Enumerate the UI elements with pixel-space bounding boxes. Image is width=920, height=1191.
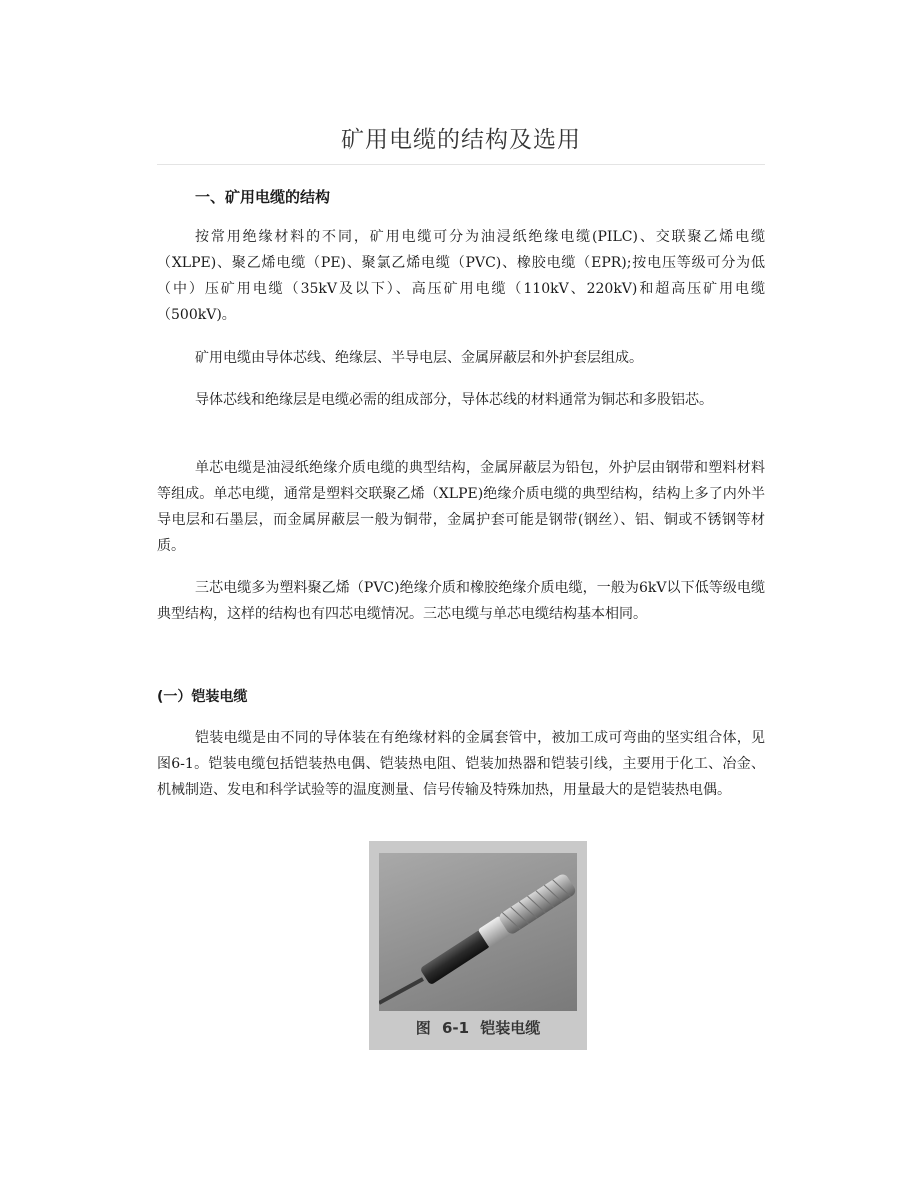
paragraph-armored-cable: 铠装电缆是由不同的导体装在有绝缘材料的金属套管中，被加工成可弯曲的坚实组合体，见图6-1。铠装电缆包括铠装热电偶、铠装热电阻、铠装加热器和铠装引线，主要用于化工、冶金、机械制造、发电和科学试验等的温度测量、信号传输及特殊加热，用量最大的是铠装热电偶。 <box>157 730 765 798</box>
cable-photo <box>379 853 577 1011</box>
page-title: 矿用电缆的结构及选用 <box>341 127 581 153</box>
section-heading: 一、矿用电缆的结构 <box>195 188 331 206</box>
cable-illustration <box>379 853 577 1011</box>
subsection-heading: (一）铠装电缆 <box>157 689 248 705</box>
paragraph-three-core: 三芯电缆多为塑料聚乙烯（PVC)绝缘介质和橡胶绝缘介质电缆，一般为6kV以下低等级电缆典型结构，这样的结构也有四芯电缆情况。三芯电缆与单芯电缆结构基本相同。 <box>157 580 765 622</box>
paragraph-single-core: 单芯电缆是油浸纸绝缘介质电缆的典型结构，金属屏蔽层为铅包，外护层由钢带和塑料材料等组成。单芯电缆，通常是塑料交联聚乙烯（XLPE)绝缘介质电缆的典型结构，结构上多了内外半导电层和石墨层，而金属屏蔽层一般为铜带，金属护套可能是钢带(钢丝）、铝、铜或不锈钢等材质。 <box>157 460 765 554</box>
paragraph-classification: 按常用绝缘材料的不同，矿用电缆可分为油浸纸绝缘电缆(PILC)、交联聚乙烯电缆（XLPE)、聚乙烯电缆（PE)、聚氯乙烯电缆（PVC)、橡胶电缆（EPR);按电压等级可分为低（中）压矿用电缆（35kV及以下）、高压矿用电缆（110kV、220kV)和超高压矿用电缆（500kV)。 <box>157 229 765 323</box>
paragraph-composition: 矿用电缆由导体芯线、绝缘层、半导电层、金属屏蔽层和外护套层组成。 <box>195 350 643 366</box>
paragraph-conductor: 导体芯线和绝缘层是电缆必需的组成部分，导体芯线的材料通常为铜芯和多股铝芯。 <box>195 392 713 408</box>
figure-armored-cable <box>369 841 587 1050</box>
title-divider <box>157 164 765 165</box>
figure-caption: 图 6-1 铠装电缆 <box>415 1019 541 1037</box>
